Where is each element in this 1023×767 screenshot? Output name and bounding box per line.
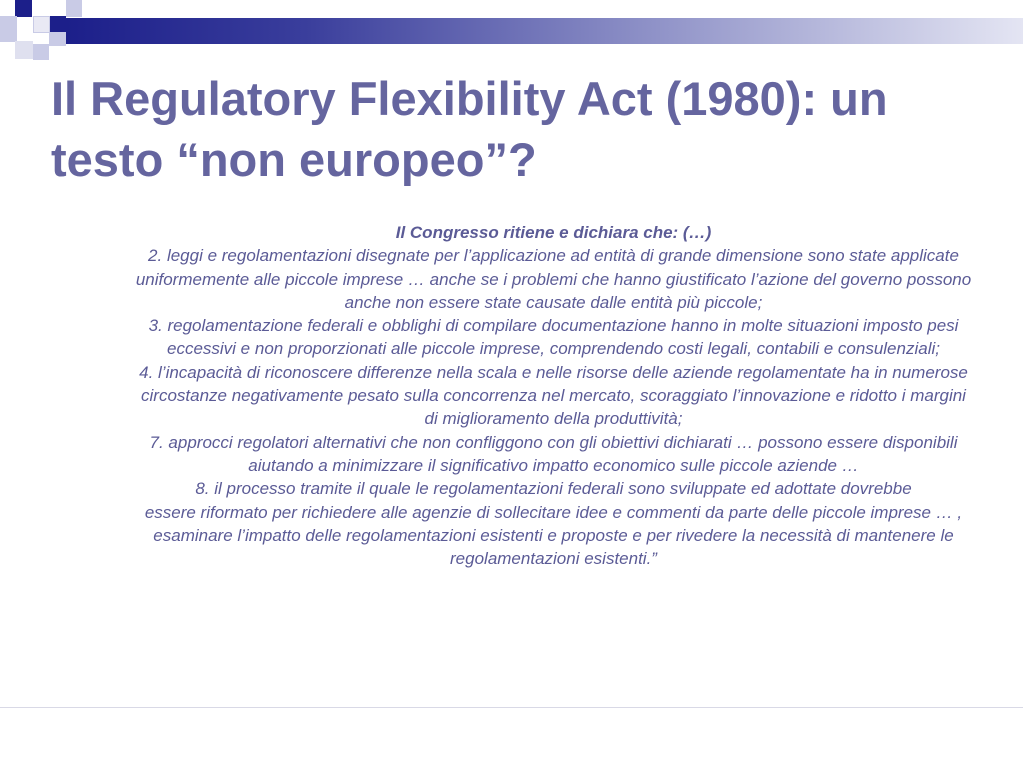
slide-title-line-2: testo “non europeo”? bbox=[51, 133, 537, 186]
body-line: di miglioramento della produttività; bbox=[424, 409, 683, 429]
header-gradient-bar bbox=[66, 18, 1023, 44]
slide-body bbox=[0, 221, 1023, 570]
body-line: uniformemente alle piccole imprese … anche se i problemi che hanno giustificato l’azione del governo possono bbox=[135, 269, 972, 289]
slide-title-line-1: Il Regulatory Flexibility Act (1980): un bbox=[51, 72, 888, 125]
body-line: essere riformato per richiedere alle agenzie di sollecitare idee e commenti da parte delle piccole imprese … , bbox=[144, 502, 963, 522]
body-line: esaminare l’impatto delle regolamentazioni esistenti e proposte e per rivedere la necessità di mantenere le bbox=[153, 525, 954, 545]
body-line: eccessivi e non proporzionati alle piccole imprese, comprendendo costi legali, contabili e consulenziali; bbox=[167, 339, 940, 359]
body-line: 8. il processo tramite il quale le regolamentazioni federali sono sviluppate ed adottate dovrebbe bbox=[195, 479, 912, 499]
body-line: 4. l’incapacità di riconoscere differenze nella scala e nelle risorse delle aziende regolamentate ha in numerose bbox=[139, 362, 968, 382]
body-line: 7. approcci regolatori alternativi che non confliggono con gli obiettivi dichiarati … possono essere disponibili bbox=[149, 432, 958, 452]
slide-title bbox=[51, 68, 1023, 190]
body-line: 2. leggi e regolamentazioni disegnate per l’applicazione ad entità di grande dimensione sono state applicate bbox=[148, 246, 959, 266]
body-line: circostanze negativamente pesato sulla concorrenza nel mercato, scoraggiato l’innovazione e ridotto i margini bbox=[141, 386, 966, 406]
footer-divider bbox=[0, 707, 1023, 708]
body-line: aiutando a minimizzare il significativo impatto economico sulle piccole aziende … bbox=[248, 455, 859, 475]
body-intro: Il Congresso ritiene e dichiara che: (…) bbox=[395, 223, 712, 242]
body-line: regolamentazioni esistenti.” bbox=[450, 549, 657, 569]
body-line: anche non essere state causate dalle entità più piccole; bbox=[344, 292, 763, 312]
body-line: 3. regolamentazione federali e obblighi di compilare documentazione hanno in molte situazioni imposto pesi bbox=[148, 316, 959, 336]
